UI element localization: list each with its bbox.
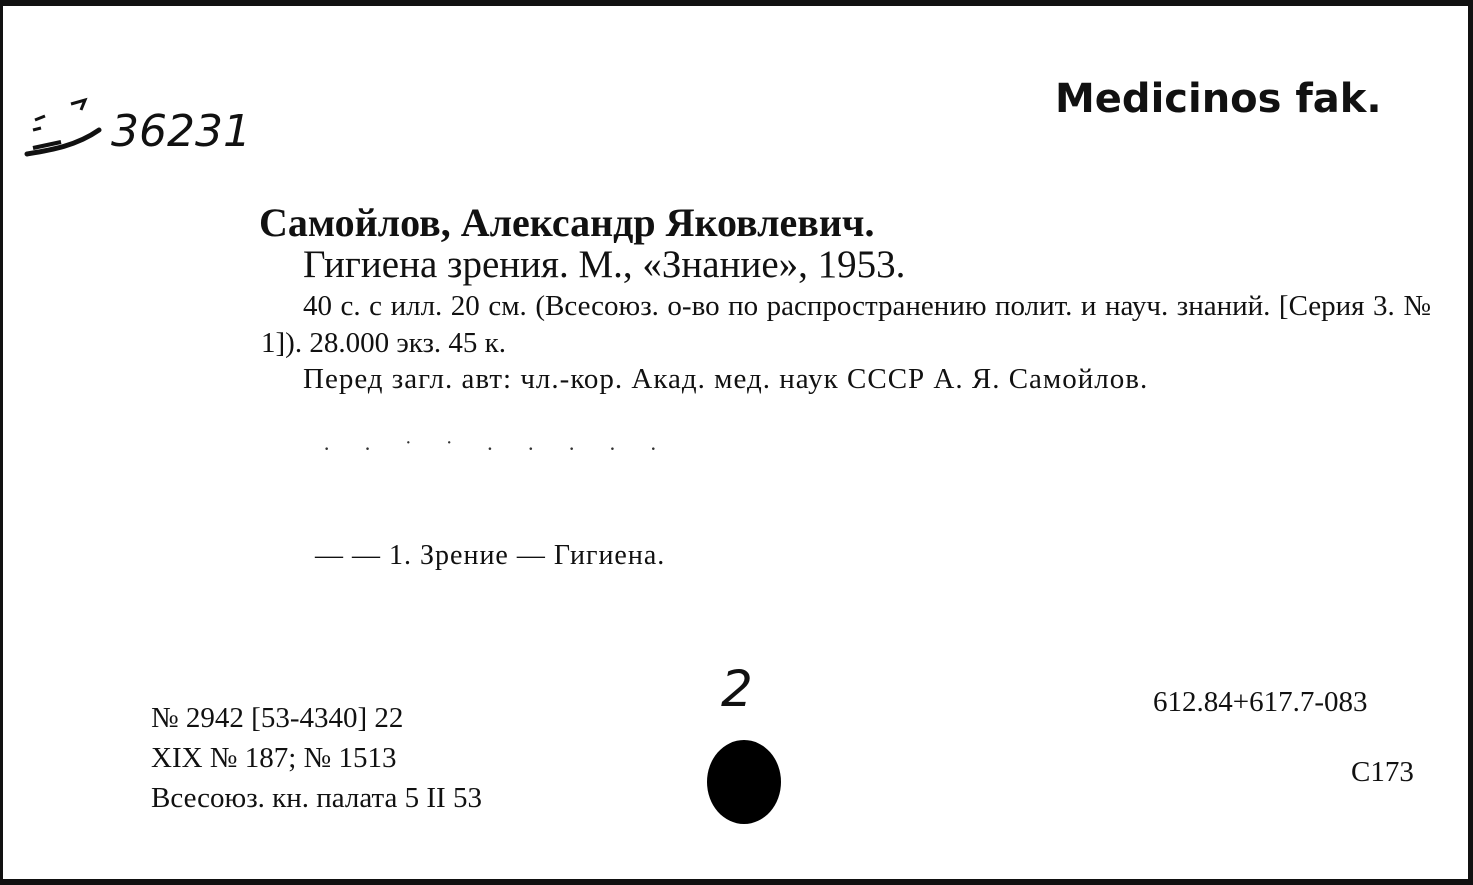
library-stamp: Medicinos fak.: [1055, 76, 1382, 122]
subject-heading: — — 1. Зрение — Гигиена.: [315, 540, 666, 571]
punch-hole: [707, 740, 781, 824]
print-specks: · · ˙ ˙ · · · · ·: [323, 436, 671, 461]
inventory-number: 36231: [111, 106, 251, 157]
udc-code: 612.84+617.7-083: [1153, 686, 1368, 718]
author-heading: Самойлов, Александр Яковлевич.: [259, 200, 875, 245]
author-mark: С173: [1351, 756, 1414, 788]
biblio-line: XIX № 187; № 1513: [151, 742, 397, 774]
title-line: Гигиена зрения. М., «Знание», 1953.: [303, 243, 906, 286]
biblio-line: Всесоюз. кн. палата 5 II 53: [151, 782, 482, 814]
bibliographic-info: [151, 698, 482, 818]
physical-description: 40 с. с илл. 20 см. (Всесоюз. о-во по распространению полит. и науч. знаний. [Серия 3. № 1]). 28.000 экз. 45 к.: [261, 290, 1431, 359]
author-note: Перед загл. авт: чл.-кор. Акад. мед. наук СССР А. Я. Самойлов.: [303, 363, 1149, 395]
handwritten-scribble-icon: [21, 90, 111, 170]
biblio-line: № 2942 [53-4340] 22: [151, 702, 404, 734]
handwritten-copy-number: 2: [721, 660, 753, 718]
